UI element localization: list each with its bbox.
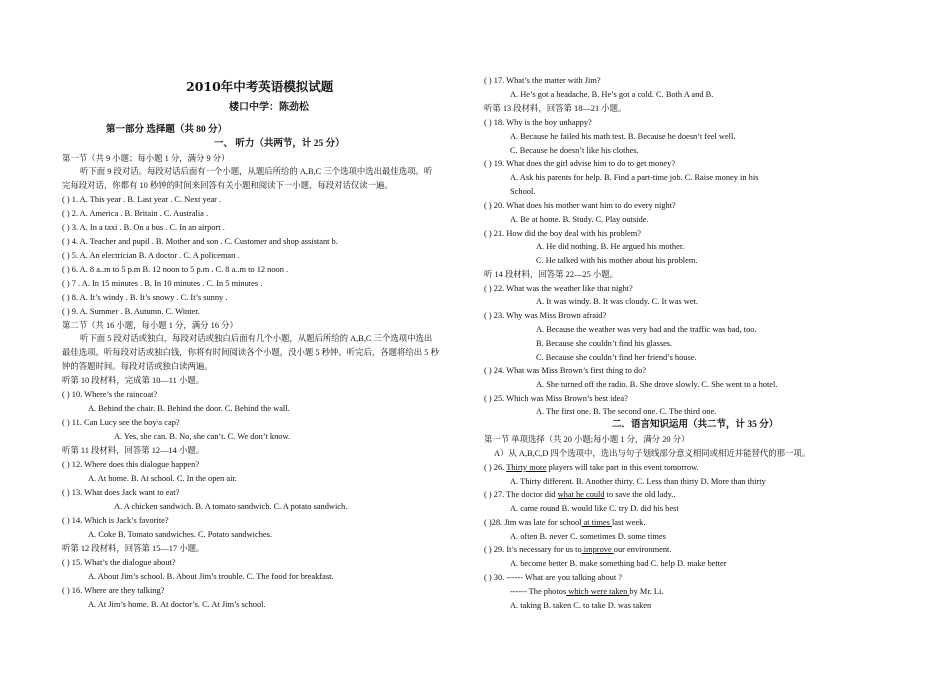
line-text: B. Because she couldn’t find his glasses. bbox=[536, 339, 673, 348]
line-text: A. About Jim’s school. B. About Jim’s trouble. C. The food for breakfast. bbox=[88, 572, 334, 581]
line-text: ( ) 23. Why was Miss Brown afraid? bbox=[484, 311, 607, 320]
text-line bbox=[536, 352, 697, 363]
text-line bbox=[510, 145, 639, 156]
line-text: 第一节 单项选择（共 20 小题;每小题 1 分，满分 20 分） bbox=[484, 435, 690, 444]
line-text: ( ) 26. bbox=[484, 463, 507, 472]
text-line bbox=[62, 250, 239, 261]
exam-title: 2010年中考英语模拟试题 bbox=[186, 79, 334, 94]
line-text: A. At home. B. At school. C. In the open air. bbox=[88, 474, 237, 483]
line-text: ------ The photos bbox=[510, 587, 567, 596]
line-text: ( ) 19. What does the girl advise him to do to get money? bbox=[484, 159, 676, 168]
text-line bbox=[62, 236, 338, 247]
line-text: ( ) 11. Can Lucy see the boy\s cap? bbox=[62, 418, 180, 427]
text-line bbox=[62, 180, 393, 191]
text-line bbox=[510, 531, 666, 542]
line-text: 第一部分 选择题（共 80 分） bbox=[106, 125, 228, 135]
text-line bbox=[114, 501, 347, 512]
line-text-continued: our environment. bbox=[613, 545, 672, 554]
text-line bbox=[510, 503, 679, 514]
text-line bbox=[484, 517, 645, 528]
line-text: ( ) 2. A. America . B. Britain . C. Australia . bbox=[62, 209, 209, 218]
line-text: A. At Jim’s home. B. At doctor’s. C. At Jim’s school. bbox=[88, 600, 266, 609]
line-text: 听第 12 段材料，回答第 15—17 小题。 bbox=[62, 544, 205, 553]
line-text: 二．语言知识运用（共二节，计 35 分） bbox=[612, 420, 779, 430]
line-text: A. Yes, she can. B. No, she can’t. C. We don’t know. bbox=[114, 432, 291, 441]
text-line bbox=[484, 228, 641, 239]
text-line bbox=[484, 393, 628, 404]
line-text: 听下面 5 段对话或独白，每段对话或独白后面有几个小题，从题后所给的 A,B,C 三个选项中选出 bbox=[80, 334, 433, 343]
text-line bbox=[62, 417, 180, 428]
text-line bbox=[62, 361, 213, 372]
line-text: A. taking B. taken C. to take D. was taken bbox=[510, 601, 652, 610]
text-line bbox=[536, 324, 757, 335]
line-text: ( ) 24. What was Miss Brown’s first thing to do? bbox=[484, 366, 646, 375]
line-text: A. Because he failed his math test. B. Because he doesn’t feel well. bbox=[510, 132, 736, 141]
text-line bbox=[62, 264, 288, 275]
line-text: A. often B. never C. sometimes D. some times bbox=[510, 532, 666, 541]
text-line bbox=[62, 515, 169, 526]
line-text: A. Because the weather was very bad and the traffic was bad, too. bbox=[536, 325, 757, 334]
line-text: ( ) 21. How did the boy deal with his problem? bbox=[484, 229, 642, 238]
text-line bbox=[510, 600, 651, 611]
text-line bbox=[88, 599, 266, 610]
text-line bbox=[484, 117, 592, 128]
text-line bbox=[62, 194, 221, 205]
line-text: ( ) 7 . A. In 15 minutes . B. In 10 minutes . C. In 5 minutes . bbox=[62, 279, 263, 288]
line-text: ( ) 4. A. Teacher and pupil . B. Mother and son . C. Customer and shop assistant b. bbox=[62, 237, 338, 246]
text-line bbox=[494, 448, 810, 459]
line-text: 一、 听力（共两节，计 25 分） bbox=[214, 139, 345, 149]
line-text: A. It was windy. B. It was cloudy. C. It was wet. bbox=[536, 297, 698, 306]
line-text: A. A chicken sandwich. B. A tomato sandwich. C. A potato sandwich. bbox=[114, 502, 348, 511]
underlined-phrase: what he could bbox=[557, 490, 605, 499]
text-line bbox=[62, 292, 227, 303]
author-line: 楼口中学：陈劲松 bbox=[229, 102, 309, 113]
line-text-continued: by Mr. Li. bbox=[629, 587, 664, 596]
text-line bbox=[62, 278, 262, 289]
text-line bbox=[536, 379, 777, 390]
text-line bbox=[484, 103, 626, 114]
line-text: A. Ask his parents for help. B. Find a part-time job. C. Raise money in his bbox=[510, 173, 759, 182]
text-line bbox=[80, 333, 432, 344]
text-line bbox=[88, 473, 237, 484]
line-text: ( ) 12. Where does this dialogue happen? bbox=[62, 460, 200, 469]
text-line bbox=[62, 375, 204, 386]
line-text: ( ) 1. A. This year . B. Last year . C. Next year . bbox=[62, 195, 222, 204]
text-line bbox=[484, 200, 676, 211]
line-text-continued: last week. bbox=[611, 518, 646, 527]
section-heading bbox=[612, 420, 778, 431]
line-text: A. Coke B. Tomato sandwiches. C. Potato sandwiches. bbox=[88, 530, 272, 539]
text-line bbox=[510, 186, 535, 197]
text-line bbox=[536, 241, 684, 252]
underlined-phrase: which were taken bbox=[566, 587, 630, 596]
line-text: 第二节（共 16 小题，每小题 1 分，满分 16 分） bbox=[62, 321, 238, 330]
line-text: ( ) 17. What’s the matter with Jim? bbox=[484, 76, 601, 85]
text-line bbox=[88, 571, 334, 582]
line-text: ( ) 8. A. It’s windy . B. It’s snowy . C. It’s sunny . bbox=[62, 293, 228, 302]
text-line bbox=[484, 283, 633, 294]
text-line bbox=[114, 431, 290, 442]
line-text: 听第 10 段材料，完成第 10—11 小题。 bbox=[62, 376, 205, 385]
text-line bbox=[62, 389, 157, 400]
line-text: A. He’s got a headache. B. He’s got a cold. C. Both A and B. bbox=[510, 90, 714, 99]
line-text-continued: players will take part in this event tomorrow. bbox=[546, 463, 699, 472]
line-text: 听第 13 段材料，回答第 18—21 小题。 bbox=[484, 104, 627, 113]
text-line bbox=[62, 222, 225, 233]
line-text: ( ) 15. What’s the dialogue about? bbox=[62, 558, 176, 567]
text-line bbox=[62, 347, 439, 358]
text-line bbox=[484, 544, 671, 555]
text-line bbox=[62, 445, 204, 456]
text-line bbox=[484, 365, 646, 376]
text-line bbox=[484, 489, 675, 500]
line-text: A. Be at home. B. Study. C. Play outside. bbox=[510, 215, 649, 224]
text-line bbox=[484, 158, 675, 169]
text-line bbox=[62, 153, 230, 164]
line-text: ( ) 20. What does his mother want him to do every night? bbox=[484, 201, 676, 210]
text-line bbox=[62, 306, 200, 317]
text-line bbox=[484, 572, 622, 583]
line-text: A. Behind the chair. B. Behind the door. C. Behind the wall. bbox=[88, 404, 290, 413]
line-text: ( ) 13. What does Jack want to eat? bbox=[62, 488, 180, 497]
line-text: ( ) 22. What was the weather like that night? bbox=[484, 284, 633, 293]
text-line bbox=[510, 586, 663, 597]
line-text: A. The first one. B. The second one. C. The third one. bbox=[536, 407, 717, 416]
text-line bbox=[536, 255, 697, 266]
line-text: ( ) 9. A. Summer . B. Autumn. C. Winter. bbox=[62, 307, 200, 316]
underlined-phrase: Thirty more bbox=[506, 463, 547, 472]
line-text: A. He did nothing. B. He argued his mother. bbox=[536, 242, 685, 251]
section-heading bbox=[214, 139, 345, 150]
line-text: ( ) 5. A. An electrician B. A doctor . C. A policeman . bbox=[62, 251, 240, 260]
line-text: ( ) 14. Which is Jack’s favorite? bbox=[62, 516, 169, 525]
text-line bbox=[62, 557, 176, 568]
line-text: ( ) 16. Where are they talking? bbox=[62, 586, 165, 595]
line-text: ( ) 10. Where’s the raincoat? bbox=[62, 390, 158, 399]
line-text: 钟的答题时间。每段对话或独白读两遍。 bbox=[62, 362, 213, 371]
text-line bbox=[62, 585, 164, 596]
line-text: ( ) 30. ------ What are you talking about ? bbox=[484, 573, 622, 582]
section-heading bbox=[106, 125, 227, 136]
line-text: ( ) 18. Why is the boy unhappy? bbox=[484, 118, 592, 127]
line-text-continued: to save the old lady.. bbox=[604, 490, 676, 499]
line-text: ( )28. Jim was late for school bbox=[484, 518, 582, 527]
text-line bbox=[484, 434, 689, 445]
line-text: ( ) 25. Which was Miss Brown’s best idea? bbox=[484, 394, 628, 403]
line-text: 最佳选项。听每段对话或独白钱，你将有时间阅读各个小题，没小题 5 秒钟。听完后，各题将给出 5 秒 bbox=[62, 348, 439, 357]
line-text: A. become better B. make something bad C. help D. make better bbox=[510, 559, 727, 568]
line-text: A. She turned off the radio. B. She drove slowly. C. She went to a hotel. bbox=[536, 380, 778, 389]
line-text: 听第 11 段材料，回答第 12—14 小题。 bbox=[62, 446, 205, 455]
text-line bbox=[62, 459, 199, 470]
line-text: 听下面 9 段对话。每段对话后面有一个小题，从题后所给的 A,B,C 三个选项中选出最佳选项。听 bbox=[80, 167, 433, 176]
line-text: ( ) 3. A. In a taxi . B. On a bus . C. In an airport . bbox=[62, 223, 225, 232]
line-text: ( ) 27. The doctor did bbox=[484, 490, 558, 499]
text-line bbox=[536, 406, 716, 417]
line-text: C. Because he doesn’t like his clothes. bbox=[510, 146, 639, 155]
line-text: A. came round B. would like C. try D. did his best bbox=[510, 504, 679, 513]
text-line bbox=[484, 310, 606, 321]
text-line bbox=[62, 487, 179, 498]
text-line bbox=[62, 208, 208, 219]
line-text: School. bbox=[510, 187, 536, 196]
text-line bbox=[88, 403, 290, 414]
text-line bbox=[536, 296, 698, 307]
text-line bbox=[484, 75, 601, 86]
text-line bbox=[510, 172, 758, 183]
text-line bbox=[62, 543, 204, 554]
text-line bbox=[510, 214, 649, 225]
line-text: 完每段对话，你都有 10 秒钟的时间来回答有关小题和阅读下一小题，每段对话仅读一遍。 bbox=[62, 181, 393, 190]
text-line bbox=[88, 529, 272, 540]
line-text: A）从 A,B,C,D 四个选项中，选出与句子划线部分意义相同或相近并能替代的那一项。 bbox=[494, 449, 811, 458]
line-text: 第一节（共 9 小题；每小题 1 分，满分 9 分） bbox=[62, 154, 230, 163]
line-text: ( ) 6. A. 8 a..m to 5 p.m B. 12 noon to 5 p.m . C. 8 a..m to 12 noon . bbox=[62, 265, 289, 274]
text-line bbox=[536, 338, 672, 349]
text-line bbox=[510, 476, 766, 487]
line-text: C. Because she couldn’t find her friend’s house. bbox=[536, 353, 697, 362]
text-line bbox=[62, 320, 238, 331]
text-line bbox=[510, 89, 713, 100]
line-text: ( ) 29. It’s necessary for us to bbox=[484, 545, 582, 554]
text-line bbox=[510, 558, 727, 569]
line-text: A. Thirty different. B. Another thirty. C. Less than thirty D. More than thirty bbox=[510, 477, 766, 486]
text-line bbox=[484, 269, 618, 280]
text-line bbox=[510, 131, 735, 142]
line-text: C. He talked with his mother about his problem. bbox=[536, 256, 698, 265]
line-text: 听 14 段材料，回答第 22—25 小题。 bbox=[484, 270, 618, 279]
text-line bbox=[80, 166, 432, 177]
underlined-phrase: improve bbox=[581, 545, 614, 554]
text-line bbox=[484, 462, 699, 473]
underlined-phrase: at times bbox=[581, 518, 612, 527]
